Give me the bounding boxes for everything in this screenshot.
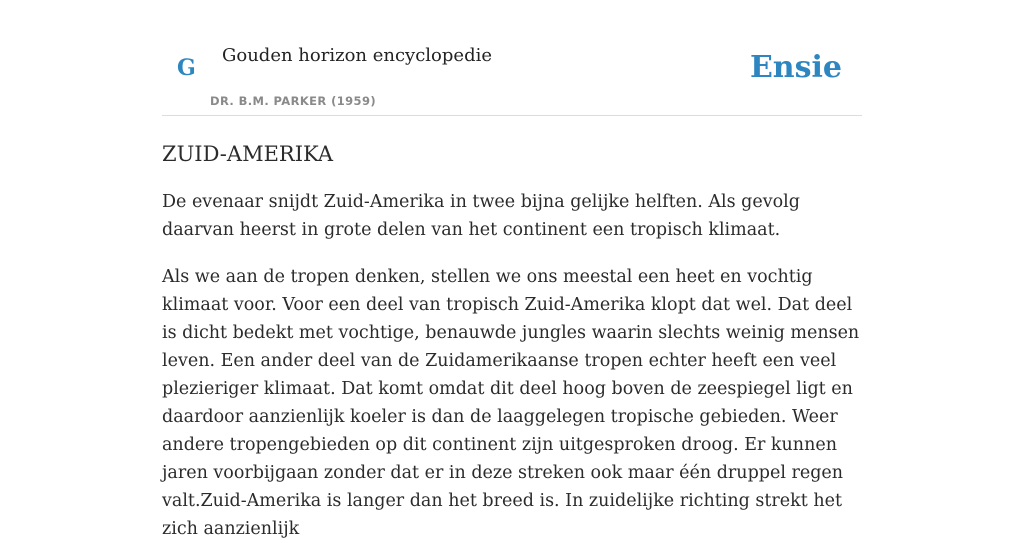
book-author: DR. B.M. PARKER (1959) bbox=[210, 94, 377, 108]
article-paragraph: Als we aan de tropen denken, stellen we ons meestal een heet en vochtig klimaat voor. Voor een deel van tropisch Zuid-Amerika klopt dat wel. Dat deel is dicht bedekt met vochtige, benauwde jungles waarin slechts weinig mensen leven. Een ander deel van de Zuidamerikaanse tropen echter heeft een veel plezieriger klimaat. Dat komt omdat dit deel hoog boven de zeespiegel ligt en daardoor aanzienlijk koeler is dan de laaggelegen tropische gebieden. Weer andere tropengebieden op dit continent zijn uitgesproken droog. Er kunnen jaren voorbijgaan zonder dat er in deze streken ook maar één druppel regen valt.Zuid-Amerika is langer dan het breed is. In zuidelijke richting strekt het zich aanzienlijk bbox=[162, 267, 860, 539]
book-header bbox=[162, 0, 862, 116]
brand-logo[interactable]: Ensie bbox=[749, 50, 842, 85]
article-paragraph: De evenaar snijdt Zuid-Amerika in twee bijna gelijke helften. Als gevolg daarvan heerst in grote delen van het continent een tropisch klimaat. bbox=[162, 192, 800, 240]
article-title: ZUID-AMERIKA bbox=[162, 142, 334, 166]
book-title[interactable]: Gouden horizon encyclopedie bbox=[222, 45, 492, 66]
book-logo[interactable]: G bbox=[177, 55, 196, 81]
document-page bbox=[162, 0, 862, 543]
